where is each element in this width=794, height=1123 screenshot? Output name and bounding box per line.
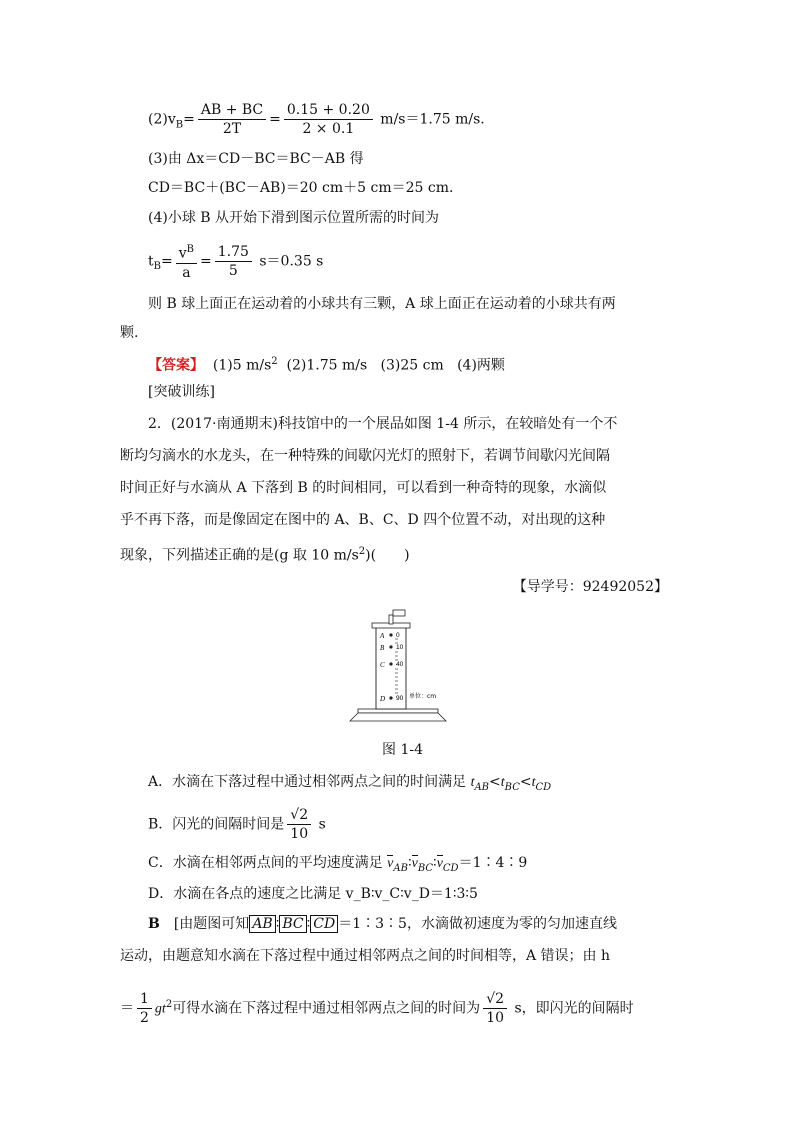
answer-line: 【答案】 (1)5 $m/s^2$ (2)1.75 m/s (3)25 cm (4)两颗 <box>148 356 505 374</box>
label-d: D <box>380 695 386 703</box>
fraction: $\frac{√2}{10}$ <box>483 990 507 1027</box>
fraction: $\frac{0.15 + 0.20}{2 \times 0.1}$ <box>284 101 373 138</box>
option-d: D．水滴在各点的速度之比满足 v_B∶v_C∶v_D＝1∶3∶5 <box>148 886 478 902</box>
tick-10: 10 <box>396 644 404 651</box>
tick-0: 0 <box>396 632 400 639</box>
answer-tag: 【答案】 <box>148 357 204 374</box>
solution-line-2: 运动，由题意知水滴在下落过程中通过相邻两点之间的时间相等，A 错误；由 h <box>120 948 611 964</box>
fraction: $\frac{√2}{10}$ <box>287 806 311 843</box>
question-line-2: 断均匀滴水的水龙头，在一种特殊的间歇闪光灯的照射下，若调节间歇闪光间隔 <box>120 448 610 464</box>
tick-40: 40 <box>396 661 404 668</box>
figure-base-top <box>358 709 438 713</box>
unit-label: 单位：cm <box>409 693 437 700</box>
solution-line-3: (3)由 Δx＝CD－BC＝BC－AB 得 <box>148 151 364 167</box>
drip-apparatus-figure <box>346 605 450 725</box>
faucet-handle <box>393 610 405 616</box>
option-b: B．闪光的间隔时间是 $\frac{√2}{10}$ s <box>148 807 326 842</box>
solution-line-3: ＝ $\frac{1}{2}$ $gt^2$可得水滴在下落过程中通过相邻两点之间的时间为 $\frac{√2}{10}$ s，即闪光的间隔时 <box>120 991 634 1026</box>
solution-line-8: 颗. <box>120 325 139 341</box>
fraction: $\frac{1}{2}$ <box>137 990 152 1027</box>
option-a: A．水滴在下落过程中通过相邻两点之间的时间满足 $t_{AB}<t_{BC}<t_{CD}$ <box>148 774 552 793</box>
tick-90: 90 <box>396 695 404 702</box>
question-line-5: 现象，下列描述正确的是(g 取 10 $m/s^2$)( ) <box>120 546 410 564</box>
guide-number: 【导学号：92492052】 <box>512 579 668 595</box>
drop-a <box>389 633 392 636</box>
question-line-1: 2．(2017·南通期末)科技馆中的一个展品如图 1-4 所示，在较暗处有一个不 <box>148 416 618 432</box>
solution-line-tb: $t_B=$ $\frac{v^B}{a}$ = $\frac{1.75}{5}$ s＝0.35 s <box>148 241 323 282</box>
fraction: $\frac{v^B}{a}$ <box>176 241 197 282</box>
fraction: $\frac{1.75}{5}$ <box>215 243 252 280</box>
label-a: A <box>380 632 385 640</box>
drop-d <box>389 696 392 699</box>
solution-line-vb: $(2)v_B=$ $\frac{AB + BC}{2T}$ = $\frac{0.15 + 0.20}{2 \times 0.1}$ m/s＝1.75 m/s. <box>148 102 485 137</box>
question-line-4: 乎不再下落，而是像固定在图中的 A、B、C、D 四个位置不动，对出现的这种 <box>120 512 606 528</box>
label-b: B <box>380 644 385 652</box>
solution-line-4: CD＝BC＋(BC－AB)＝20 cm＋5 cm＝25 cm. <box>148 180 454 196</box>
drop-c <box>389 662 392 665</box>
question-line-3: 时间正好与水滴从 A 下落到 B 的时间相同，可以看到一种奇特的现象，水滴似 <box>120 480 607 496</box>
training-heading: [突破训练] <box>148 384 215 400</box>
solution-line-7: 则 B 球上面正在运动着的小球共有三颗，A 球上面正在运动着的小球共有两 <box>148 296 616 312</box>
solution-line-5: (4)小球 B 从开始下滑到图示位置所需的时间为 <box>148 210 440 226</box>
figure-caption: 图 1-4 <box>382 742 423 758</box>
drop-b <box>389 645 392 648</box>
label-c: C <box>380 661 385 669</box>
option-c: C．水滴在相邻两点间的平均速度满足 $v_{AB}∶v_{BC}∶v_{CD}=1∶4∶9$ <box>148 855 528 874</box>
figure-base <box>350 713 446 721</box>
faucet-stem <box>389 615 393 624</box>
solution-line-1: B [由题图可知 AB ∶ BC ∶ CD ＝1∶3∶5，水滴做初速度为零的匀加速直线 <box>148 916 617 932</box>
fraction: $\frac{AB + BC}{2T}$ <box>198 101 266 138</box>
